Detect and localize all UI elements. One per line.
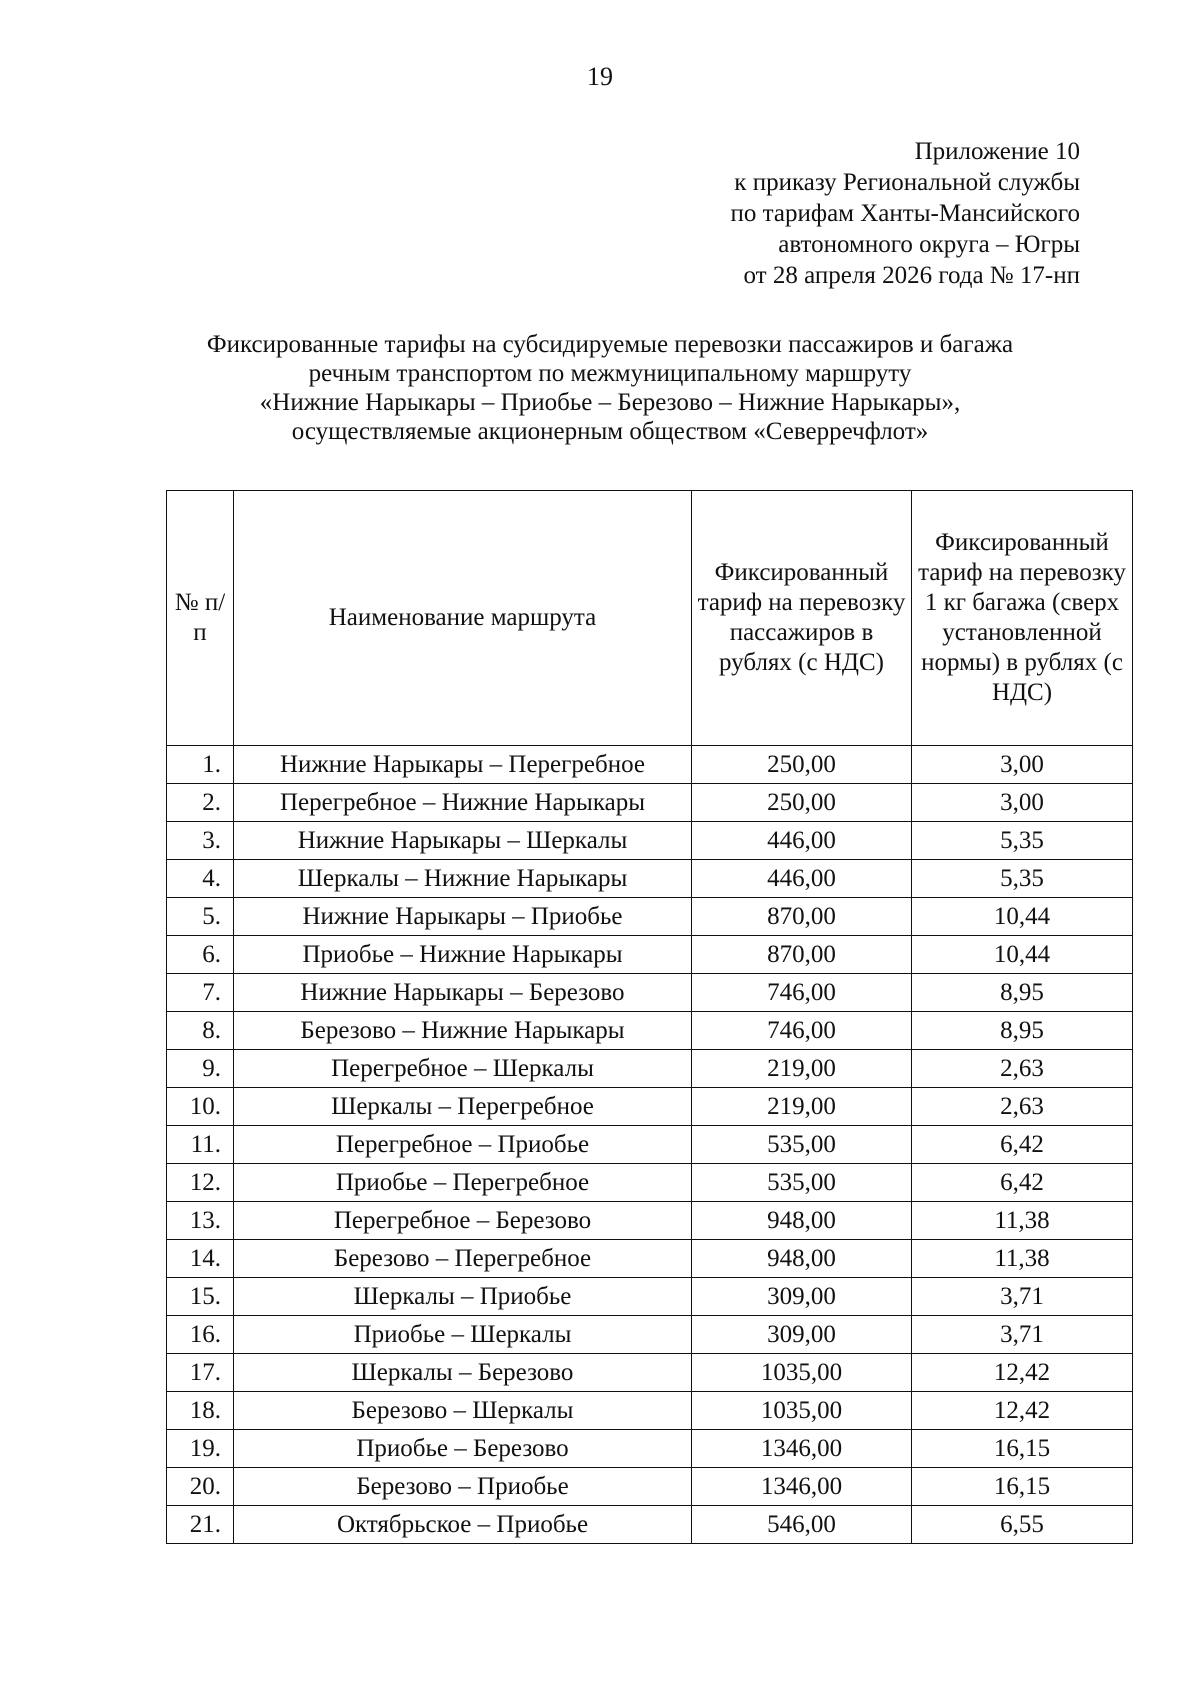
row-number-cell: 9. — [167, 1050, 234, 1088]
route-name-cell: Нижние Нарыкары – Приобье — [234, 898, 692, 936]
row-number-cell: 16. — [167, 1316, 234, 1354]
baggage-tariff-cell: 6,55 — [912, 1506, 1133, 1544]
table-row — [167, 1240, 1133, 1278]
route-name-cell: Шеркалы – Перегребное — [234, 1088, 692, 1126]
route-name-cell: Октябрьское – Приобье — [234, 1506, 692, 1544]
table-body — [167, 746, 1133, 1544]
route-name-cell: Приобье – Перегребное — [234, 1164, 692, 1202]
document-title — [130, 330, 1090, 446]
title-line: осуществляемые акционерным обществом «Северречфлот» — [291, 418, 929, 445]
table-row — [167, 784, 1133, 822]
row-number-cell: 20. — [167, 1468, 234, 1506]
route-name-cell: Березово – Перегребное — [234, 1240, 692, 1278]
table-row — [167, 898, 1133, 936]
baggage-tariff-cell: 3,00 — [912, 784, 1133, 822]
baggage-tariff-cell: 12,42 — [912, 1392, 1133, 1430]
route-name-cell: Нижние Нарыкары – Перегребное — [234, 746, 692, 784]
route-name-cell: Шеркалы – Нижние Нарыкары — [234, 860, 692, 898]
baggage-tariff-cell: 16,15 — [912, 1468, 1133, 1506]
row-number-cell: 3. — [167, 822, 234, 860]
baggage-tariff-cell: 5,35 — [912, 822, 1133, 860]
route-name-cell: Приобье – Нижние Нарыкары — [234, 936, 692, 974]
passenger-tariff-cell: 1346,00 — [692, 1468, 912, 1506]
row-number-cell: 7. — [167, 974, 234, 1012]
passenger-tariff-cell: 446,00 — [692, 822, 912, 860]
passenger-tariff-cell: 309,00 — [692, 1316, 912, 1354]
route-name-cell: Перегребное – Нижние Нарыкары — [234, 784, 692, 822]
baggage-tariff-cell: 6,42 — [912, 1126, 1133, 1164]
baggage-tariff-cell: 11,38 — [912, 1202, 1133, 1240]
header-passenger-tariff: Фиксированный тариф на перевозку пассажиров в рублях (с НДС) — [692, 491, 912, 746]
row-number-cell: 19. — [167, 1430, 234, 1468]
appendix-line: по тарифам Ханты-Мансийского — [730, 200, 1080, 227]
row-number-cell: 2. — [167, 784, 234, 822]
route-name-cell: Шеркалы – Березово — [234, 1354, 692, 1392]
passenger-tariff-cell: 746,00 — [692, 1012, 912, 1050]
header-num: № п/п — [167, 491, 234, 746]
table-row — [167, 1430, 1133, 1468]
route-name-cell: Нижние Нарыкары – Шеркалы — [234, 822, 692, 860]
table-header-row — [167, 491, 1133, 746]
baggage-tariff-cell: 6,42 — [912, 1164, 1133, 1202]
header-baggage-tariff: Фиксированный тариф на перевозку 1 кг багажа (сверх установленной нормы) в рублях (с НДС) — [912, 491, 1133, 746]
table-row — [167, 1506, 1133, 1544]
table-row — [167, 1392, 1133, 1430]
passenger-tariff-cell: 309,00 — [692, 1278, 912, 1316]
baggage-tariff-cell: 10,44 — [912, 936, 1133, 974]
page-number: 19 — [587, 62, 613, 91]
route-name-cell: Перегребное – Приобье — [234, 1126, 692, 1164]
tariff-table — [166, 490, 1133, 1544]
route-name-cell: Березово – Приобье — [234, 1468, 692, 1506]
baggage-tariff-cell: 3,71 — [912, 1316, 1133, 1354]
baggage-tariff-cell: 5,35 — [912, 860, 1133, 898]
baggage-tariff-cell: 3,71 — [912, 1278, 1133, 1316]
row-number-cell: 5. — [167, 898, 234, 936]
route-name-cell: Березово – Шеркалы — [234, 1392, 692, 1430]
baggage-tariff-cell: 12,42 — [912, 1354, 1133, 1392]
passenger-tariff-cell: 546,00 — [692, 1506, 912, 1544]
route-name-cell: Шеркалы – Приобье — [234, 1278, 692, 1316]
passenger-tariff-cell: 219,00 — [692, 1050, 912, 1088]
baggage-tariff-cell: 8,95 — [912, 974, 1133, 1012]
table-row — [167, 1278, 1133, 1316]
passenger-tariff-cell: 948,00 — [692, 1202, 912, 1240]
route-name-cell: Березово – Нижние Нарыкары — [234, 1012, 692, 1050]
title-line: Фиксированные тарифы на субсидируемые перевозки пассажиров и багажа — [206, 331, 1014, 358]
passenger-tariff-cell: 250,00 — [692, 784, 912, 822]
passenger-tariff-cell: 1035,00 — [692, 1392, 912, 1430]
row-number-cell: 15. — [167, 1278, 234, 1316]
table-row — [167, 1354, 1133, 1392]
baggage-tariff-cell: 2,63 — [912, 1050, 1133, 1088]
baggage-tariff-cell: 10,44 — [912, 898, 1133, 936]
baggage-tariff-cell: 8,95 — [912, 1012, 1133, 1050]
title-line: «Нижние Нарыкары – Приобье – Березово – Нижние Нарыкары», — [259, 389, 961, 416]
baggage-tariff-cell: 3,00 — [912, 746, 1133, 784]
route-name-cell: Нижние Нарыкары – Березово — [234, 974, 692, 1012]
row-number-cell: 18. — [167, 1392, 234, 1430]
row-number-cell: 6. — [167, 936, 234, 974]
table-row — [167, 822, 1133, 860]
passenger-tariff-cell: 948,00 — [692, 1240, 912, 1278]
baggage-tariff-cell: 16,15 — [912, 1430, 1133, 1468]
passenger-tariff-cell: 870,00 — [692, 898, 912, 936]
table-row — [167, 1164, 1133, 1202]
table-row — [167, 1012, 1133, 1050]
row-number-cell: 13. — [167, 1202, 234, 1240]
table-row — [167, 1468, 1133, 1506]
table-row — [167, 1050, 1133, 1088]
table-row — [167, 1316, 1133, 1354]
title-line: речным транспортом по межмуниципальному маршруту — [308, 360, 912, 387]
row-number-cell: 11. — [167, 1126, 234, 1164]
baggage-tariff-cell: 11,38 — [912, 1240, 1133, 1278]
passenger-tariff-cell: 746,00 — [692, 974, 912, 1012]
appendix-line: автономного округа – Югры — [778, 231, 1080, 258]
table-row — [167, 1088, 1133, 1126]
row-number-cell: 12. — [167, 1164, 234, 1202]
passenger-tariff-cell: 870,00 — [692, 936, 912, 974]
header-route: Наименование маршрута — [234, 491, 692, 746]
passenger-tariff-cell: 1346,00 — [692, 1430, 912, 1468]
route-name-cell: Перегребное – Березово — [234, 1202, 692, 1240]
row-number-cell: 8. — [167, 1012, 234, 1050]
row-number-cell: 21. — [167, 1506, 234, 1544]
row-number-cell: 1. — [167, 746, 234, 784]
route-name-cell: Перегребное – Шеркалы — [234, 1050, 692, 1088]
table-row — [167, 860, 1133, 898]
passenger-tariff-cell: 535,00 — [692, 1164, 912, 1202]
row-number-cell: 17. — [167, 1354, 234, 1392]
passenger-tariff-cell: 250,00 — [692, 746, 912, 784]
passenger-tariff-cell: 1035,00 — [692, 1354, 912, 1392]
appendix-line: к приказу Региональной службы — [734, 169, 1080, 196]
route-name-cell: Приобье – Шеркалы — [234, 1316, 692, 1354]
baggage-tariff-cell: 2,63 — [912, 1088, 1133, 1126]
row-number-cell: 4. — [167, 860, 234, 898]
route-name-cell: Приобье – Березово — [234, 1430, 692, 1468]
row-number-cell: 10. — [167, 1088, 234, 1126]
appendix-line: Приложение 10 — [914, 138, 1080, 165]
table-row — [167, 936, 1133, 974]
appendix-line: от 28 апреля 2026 года № 17-нп — [743, 262, 1080, 289]
table-row — [167, 974, 1133, 1012]
table-row — [167, 1126, 1133, 1164]
table-row — [167, 1202, 1133, 1240]
appendix-block — [731, 136, 1080, 291]
table-row — [167, 746, 1133, 784]
passenger-tariff-cell: 446,00 — [692, 860, 912, 898]
passenger-tariff-cell: 535,00 — [692, 1126, 912, 1164]
row-number-cell: 14. — [167, 1240, 234, 1278]
passenger-tariff-cell: 219,00 — [692, 1088, 912, 1126]
